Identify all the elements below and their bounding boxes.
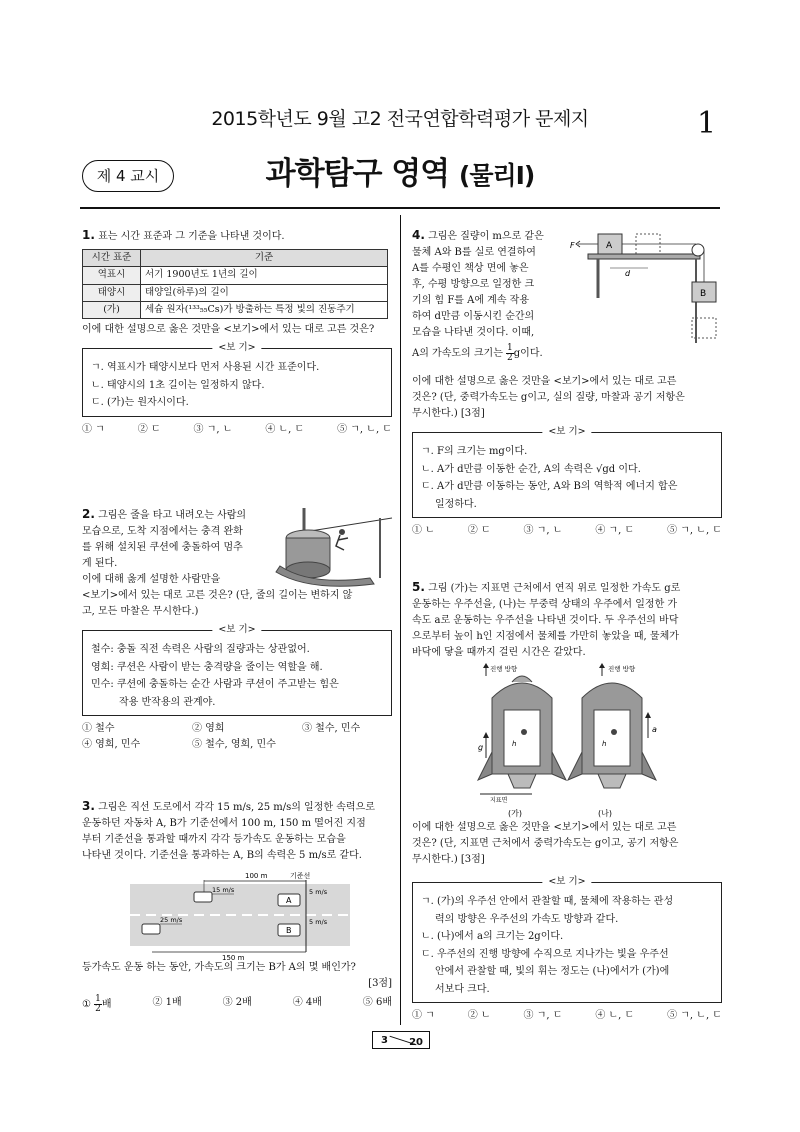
answer-options (82, 995, 392, 1014)
stem-line: 부터 기준선을 통과할 때까지 각각 등가속도 운동하는 모습을 (82, 834, 346, 846)
bogi-item: ㄴ. 태양시의 1초 길이는 일정하지 않다. (91, 379, 265, 391)
bogi-label: <보 기> (542, 425, 591, 439)
bogi-item: 서보다 크다. (435, 983, 490, 995)
ground-label: 지표면 (490, 797, 508, 804)
bogi-item: 일정하다. (435, 498, 477, 510)
bogi-item: ㄷ. A가 d만큼 이동하는 동안, A와 B의 역학적 에너지 합은 (421, 481, 678, 492)
spaceship-figure (472, 662, 672, 822)
table-header-row (83, 250, 388, 267)
block-a-label: A (606, 241, 613, 251)
answer-option[interactable]: ① ㄴ (412, 525, 435, 536)
stem-line: 기의 힘 F를 A에 계속 작용 (412, 295, 529, 307)
bogi-label: <보 기> (542, 875, 591, 889)
answer-option[interactable]: ④ ㄴ, ㄷ (595, 1010, 635, 1021)
stem-line: 하여 d만큼 이동시킨 순간의 (412, 311, 535, 323)
answer-option[interactable]: ① ㄱ (412, 1010, 435, 1021)
question-prompt: 등가속도 운동 하는 동안, 가속도의 크기는 B가 A의 몇 배인가? (82, 962, 356, 973)
answer-option[interactable]: ⑤ 6배 (362, 997, 392, 1008)
stem-line: 으로부터 높이 h인 지점에서 물체를 가만히 놓았을 때, 물체가 (412, 631, 679, 643)
accel-text: g이다. (513, 348, 543, 360)
car-b-label: B (286, 926, 292, 935)
bogi-label: <보 기> (212, 623, 261, 637)
table-cell: 세슘 원자(¹³³₅₅Cs)가 방출하는 특정 빛의 진동주기 (141, 301, 388, 318)
fraction-numerator: 1 (95, 994, 101, 1004)
answer-option[interactable]: ⑤ ㄱ, ㄴ, ㄷ (667, 525, 722, 536)
stem-line: 그림은 질량이 m으로 같은 (428, 231, 544, 242)
question-3-prompt (82, 960, 392, 1014)
stem-line: 그림 (가)는 지표면 근처에서 연직 위로 일정한 가속도 g로 (428, 583, 681, 594)
speed-b-label: 25 m/s (160, 916, 183, 924)
fraction-denominator: 2 (95, 1004, 101, 1014)
table-header: 시간 표준 (83, 250, 141, 267)
question-5 (412, 578, 722, 661)
stem-line: 나타낸 것이다. 기준선을 통과하는 A, B의 속력은 5 m/s로 같다. (82, 850, 362, 862)
answer-option[interactable]: ① 철수 (82, 723, 115, 735)
bogi-item: ㄷ. (가)는 원자시이다. (91, 397, 189, 409)
bogi-box (82, 342, 392, 417)
force-label: F (570, 241, 575, 250)
table-cell: 역표시 (83, 267, 141, 284)
answer-option[interactable]: ① ㄱ (82, 423, 105, 435)
exam-title: 2015학년도 9월 고2 전국연합학력평가 문제지 (211, 108, 589, 130)
option-text: 배 (101, 999, 112, 1010)
end-speed-b-label: 5 m/s (309, 918, 328, 926)
end-speed-a-label: 5 m/s (309, 888, 328, 896)
subject-sub: (물리Ⅰ) (458, 161, 535, 190)
question-line: 것은? (단, 지표면 근처에서 중력가속도는 g이고, 공기 저항은 (412, 838, 679, 849)
question-number: 2. (82, 507, 95, 521)
bogi-item: ㄱ. (가)의 우주선 안에서 관찰할 때, 물체에 작용하는 관성 (421, 896, 674, 907)
time-standard-table (82, 249, 388, 319)
question-line: 이에 대해 옳게 설명한 사람만을 (82, 574, 221, 586)
answer-option[interactable]: ③ ㄱ, ㄴ (193, 423, 233, 435)
current-page: 3 (381, 1035, 388, 1046)
answer-option[interactable]: ③ ㄱ, ㄴ (523, 525, 563, 536)
period-badge: 제 4 교시 (82, 160, 174, 192)
question-line: <보기>에서 있는 대로 고른 것은? (단, 줄의 길이는 변하지 않 (82, 590, 353, 602)
stem-line: 게 된다. (82, 558, 118, 570)
question-line: 고, 모든 마찰은 무시한다.) (82, 606, 199, 618)
answer-options (82, 422, 392, 438)
table-cell: 태양시 (83, 284, 141, 301)
question-stem: 표는 시간 표준과 그 기준을 나타낸 것이다. (98, 231, 285, 242)
answer-option[interactable]: ② 영희 (192, 723, 225, 735)
total-pages: 20 (409, 1037, 423, 1048)
speed-a-label: 15 m/s (212, 886, 235, 894)
question-number: 3. (82, 799, 95, 813)
question-5-prompt (412, 820, 722, 1024)
subject-main: 과학탐구 영역 (265, 156, 450, 192)
stem-line: 물체 A와 B를 실로 연결하여 (412, 247, 536, 259)
answer-option[interactable]: ② ㄷ (467, 525, 491, 536)
figure-caption-a: (가) (508, 809, 522, 818)
option-marker: ① (82, 999, 91, 1010)
question-4-prompt (412, 374, 722, 539)
bogi-item: ㄴ. (나)에서 a의 크기는 2g이다. (421, 931, 564, 942)
bogi-item: 민수: 쿠션에 충돌하는 순간 사람과 쿠션이 주고받는 힘은 (91, 679, 339, 691)
bogi-item: ㄴ. A가 d만큼 이동한 순간, A의 속력은 √gd 이다. (421, 463, 641, 475)
bogi-item: 작용 반작용의 관계야. (119, 696, 216, 708)
answer-option[interactable]: ③ 철수, 민수 (302, 723, 361, 735)
figure-caption-b: (나) (598, 809, 612, 818)
question-line: 이에 대한 설명으로 옳은 것만을 <보기>에서 있는 대로 고른 (412, 822, 677, 833)
column-divider (400, 215, 401, 1025)
answer-option[interactable]: ⑤ 철수, 영희, 민수 (192, 739, 276, 751)
bogi-item: ㄱ. 역표시가 태양시보다 먼저 사용된 시간 표준이다. (91, 362, 320, 374)
stem-line: A를 수평인 책상 면에 놓은 (412, 263, 529, 275)
table-row (83, 267, 388, 284)
table-row (83, 301, 388, 318)
block-b-label: B (700, 289, 707, 299)
answer-option[interactable]: ④ 영희, 민수 (82, 739, 141, 751)
distance-label: d (625, 269, 631, 278)
table-cell: 태양일(하루)의 길이 (141, 284, 388, 301)
stem-line: 그림은 직선 도로에서 각각 15 m/s, 25 m/s의 일정한 속력으로 (98, 802, 375, 813)
bogi-item: 철수: 충돌 직전 속력은 사람의 질량과는 상관없어. (91, 644, 310, 656)
question-number: 5. (412, 580, 425, 594)
answer-option[interactable]: ③ 2배 (222, 997, 252, 1008)
answer-option[interactable]: ② ㄴ (467, 1010, 491, 1021)
car-a-label: A (286, 896, 292, 905)
table-cell: 서기 1900년도 1년의 길이 (141, 267, 388, 284)
question-number: 4. (412, 228, 425, 242)
fraction-denominator: 2 (507, 353, 513, 364)
question-number: 1. (82, 228, 95, 242)
page-number: 1 (697, 106, 717, 141)
answer-option[interactable]: ② 1배 (152, 997, 182, 1008)
bogi-item: ㄱ. F의 크기는 mg이다. (421, 446, 528, 457)
stem-line: 속도 a로 운동하는 우주선을 나타낸 것이다. 두 우주선의 바닥 (412, 615, 679, 627)
fraction-numerator: 1 (507, 343, 513, 354)
accel-g-label: g (478, 743, 484, 752)
accel-text: A의 가속도의 크기는 (412, 348, 503, 360)
bogi-item: ㄷ. 우주선의 진행 방향에 수직으로 지나가는 빛을 우주선 (421, 948, 669, 960)
stem-line: 바닥에 닿을 때까지 걸린 시간은 같았다. (412, 647, 586, 659)
direction-label-a: 진행 방향 (490, 665, 518, 673)
height-label-b: h (602, 740, 607, 748)
fraction (94, 995, 102, 1014)
table-cell: (가) (83, 301, 141, 318)
stem-line: 운동하는 우주선을, (나)는 무중력 상태의 우주에서 일정한 가 (412, 599, 678, 611)
baseline-label: 기준선 (290, 872, 311, 880)
distance-b-label: 150 m (222, 954, 245, 960)
bogi-box (412, 426, 722, 518)
question-line: 것은? (단, 중력가속도는 g이고, 실의 질량, 마찰과 공기 저항은 (412, 392, 685, 403)
question-line: 이에 대한 설명으로 옳은 것만을 <보기>에서 있는 대로 고른 (412, 376, 677, 387)
header-rule (80, 207, 720, 209)
stem-line: 를 위해 설치된 쿠션에 충돌하여 멈추 (82, 542, 243, 554)
bogi-box (412, 876, 722, 1003)
accel-a-label: a (652, 725, 657, 734)
pulley-figure (568, 228, 718, 348)
stem-line: 그림은 줄을 타고 내려오는 사람의 (98, 510, 247, 521)
stem-line: 운동하던 자동차 A, B가 기준선에서 100 m, 150 m 떨어진 지점 (82, 818, 366, 830)
answer-option[interactable]: ④ 4배 (292, 997, 322, 1008)
bogi-box (82, 624, 392, 716)
road-figure (130, 870, 350, 960)
answer-option[interactable] (82, 995, 112, 1014)
question-line: 무시한다.) [3점] (412, 854, 485, 865)
answer-options (82, 721, 392, 753)
question-3 (82, 797, 392, 864)
bogi-item: 력의 방향은 우주선의 가속도 방향과 같다. (435, 913, 619, 925)
points: [3점] (368, 978, 392, 989)
bogi-label: <보 기> (212, 341, 261, 355)
bogi-item: 영희: 쿠션은 사람이 받는 충격량을 줄이는 역할을 해. (91, 661, 323, 673)
question-4 (412, 226, 572, 363)
answer-options (412, 1008, 722, 1024)
question-line: 무시한다.) [3점] (412, 408, 485, 419)
direction-label-b: 진행 방향 (608, 665, 636, 673)
table-header: 기준 (141, 250, 388, 267)
answer-option[interactable]: ⑤ ㄱ, ㄴ, ㄷ (667, 1010, 722, 1021)
distance-a-label: 100 m (245, 872, 268, 880)
question-1 (82, 226, 392, 438)
zipline-figure (270, 508, 395, 590)
answer-option[interactable]: ⑤ ㄱ, ㄴ, ㄷ (337, 423, 392, 435)
stem-line: 모습을 나타낸 것이다. 이때, (412, 327, 535, 339)
answer-option[interactable]: ② ㄷ (137, 423, 161, 435)
stem-line: 후, 수평 방향으로 일정한 크 (412, 279, 535, 291)
fraction (506, 344, 514, 363)
bogi-item: 안에서 관찰할 때, 빛의 휘는 정도는 (나)에서가 (가)에 (435, 966, 670, 977)
answer-option[interactable]: ③ ㄱ, ㄷ (523, 1010, 563, 1021)
answer-options (412, 523, 722, 539)
table-row (83, 284, 388, 301)
height-label-a: h (512, 740, 517, 748)
accel-line (412, 344, 572, 363)
stem-line: 모습으로, 도착 지점에서는 충격 완화 (82, 526, 243, 538)
subject-title (0, 150, 800, 200)
answer-option[interactable]: ④ ㄱ, ㄷ (595, 525, 635, 536)
page-indicator (372, 1031, 430, 1049)
question-prompt: 이에 대한 설명으로 옳은 것만을 <보기>에서 있는 대로 고른 것은? (82, 324, 375, 336)
answer-option[interactable]: ④ ㄴ, ㄷ (265, 423, 305, 435)
